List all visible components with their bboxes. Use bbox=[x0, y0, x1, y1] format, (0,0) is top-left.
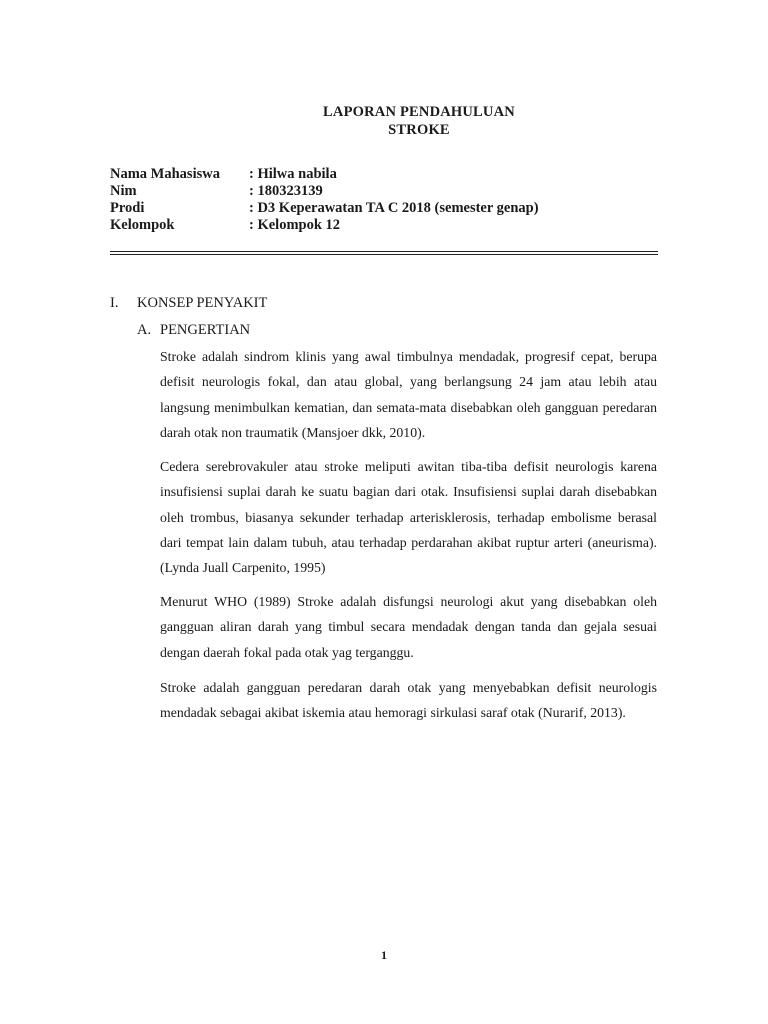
info-label: Kelompok bbox=[110, 217, 175, 233]
section-title: KONSEP PENYAKIT bbox=[137, 295, 268, 311]
info-value: : D3 Keperawatan TA C 2018 (semester genap) bbox=[249, 200, 539, 216]
page-number: 1 bbox=[381, 948, 387, 962]
paragraph-4: Stroke adalah gangguan peredaran darah otak yang menyebabkan defisit neurologis mendadak sebagai akibat iskemia atau hemoragi sirkulasi saraf otak (Nurarif, 2013). bbox=[160, 680, 657, 721]
info-row-name bbox=[110, 166, 539, 183]
paragraph-1: Stroke adalah sindrom klinis yang awal timbulnya mendadak, progresif cepat, berupa defisit neurologis fokal, dan atau global, yang berlangsung 24 jam atau lebih atau langsung menimbulkan kematian, dan semata-mata disebabkan oleh gangguan peredaran darah otak non traumatik (Mansjoer dkk, 2010). bbox=[160, 349, 657, 440]
document-title: LAPORAN PENDAHULUAN bbox=[323, 104, 515, 120]
divider-line-top bbox=[110, 251, 658, 252]
divider-line-bottom bbox=[110, 254, 658, 255]
student-info-table bbox=[110, 166, 539, 234]
section-number: I. bbox=[110, 295, 119, 311]
paragraph-3: Menurut WHO (1989) Stroke adalah disfungsi neurologi akut yang disebabkan oleh gangguan aliran darah yang timbul secara mendadak dengan tanda dan gejala sesuai dengan daerah fokal pada otak yag terganggu. bbox=[160, 594, 657, 660]
info-row-nim bbox=[110, 183, 539, 200]
info-value: : Kelompok 12 bbox=[249, 217, 341, 233]
info-value: : Hilwa nabila bbox=[249, 166, 337, 182]
subsection-title: PENGERTIAN bbox=[160, 322, 251, 338]
info-label: Nama Mahasiswa bbox=[110, 166, 220, 182]
info-row-kelompok bbox=[110, 217, 539, 234]
document-subtitle: STROKE bbox=[388, 122, 450, 138]
info-label: Prodi bbox=[110, 200, 145, 216]
paragraph-2: Cedera serebrovakuler atau stroke meliputi awitan tiba-tiba defisit neurologis karena insufisiensi suplai darah ke suatu bagian dari otak. Insufisiensi suplai darah disebabkan oleh trombus, biasanya sekunder terhadap arterisklerosis, terhadap embolisme berasal dari tempat lain dalam tubuh, atau terhadap perdarahan akibat ruptur arteri (aneurisma). (Lynda Juall Carpenito, 1995) bbox=[160, 459, 657, 576]
title-block bbox=[0, 103, 768, 139]
info-label: Nim bbox=[110, 183, 137, 199]
subsection-number: A. bbox=[137, 322, 152, 338]
info-value: : 180323139 bbox=[249, 183, 323, 199]
info-row-prodi bbox=[110, 200, 539, 217]
